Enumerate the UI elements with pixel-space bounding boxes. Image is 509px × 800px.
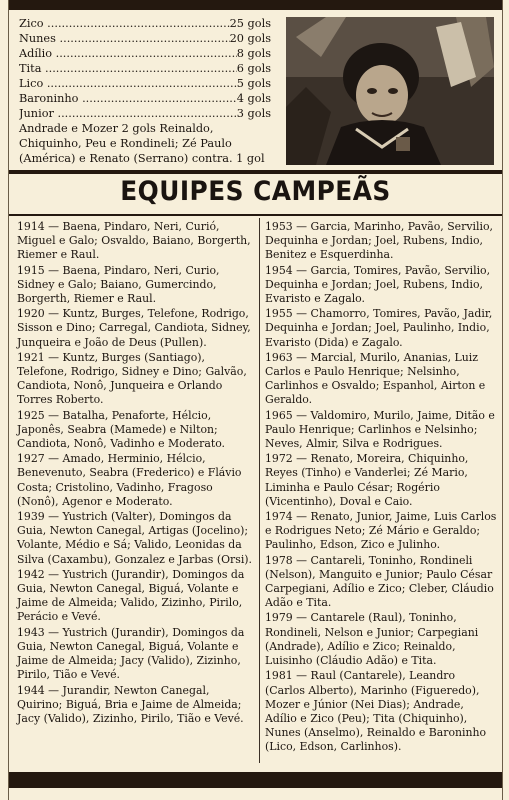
team-entry-1944: 1944 — Jurandir, Newton Canegal, Quirino; Biguá, Bria e Jaime de Almeida; Jacy (Valido), Zizinho, Pirilo, Tião e Vevé. bbox=[17, 683, 244, 725]
scorer-name: Lico ..... bbox=[19, 76, 237, 91]
scorer-goals: 5 gols bbox=[236, 77, 271, 90]
top-scorers-list bbox=[19, 16, 271, 166]
team-entry-1963: 1963 — Marcial, Murilo, Ananias, Luiz Carlos e Paulo Henrique; Nelsinho, Carlinhos e Osvaldo; Espanhol, Airton e Geraldo. bbox=[265, 350, 486, 407]
team-entry-1921: 1921 — Kuntz, Burges (Santiago), Telefone, Rodrigo, Sidney e Dino; Galvão, Candiota, Nonô, Junqueira e Orlando Torres Roberto. bbox=[17, 350, 247, 407]
scorer-name: Adílio ..... bbox=[19, 46, 237, 61]
team-entry-1953: 1953 — Garcia, Marinho, Pavão, Servilio, Dequinha e Jordan; Joel, Rubens, Indio, Benitez e Esquerdinha. bbox=[265, 220, 493, 262]
scorer-row bbox=[19, 76, 271, 91]
champion-teams-left-column bbox=[17, 220, 255, 727]
scorer-goals: 3 gols bbox=[236, 107, 271, 120]
team-entry-1925: 1925 — Batalha, Penaforte, Hélcio, Japonês, Seabra (Mamede) e Nilton; Candiota, Nonô, Vadinho e Moderato. bbox=[17, 408, 226, 451]
section-divider bbox=[9, 170, 502, 174]
team-entry-1972: 1972 — Renato, Moreira, Chiquinho, Reyes (Tinho) e Vanderlei; Zé Mario, Liminha e Paulo César; Rogério (Vicentinho), Doval e Caio. bbox=[265, 452, 469, 508]
team-entry-1954: 1954 — Garcia, Tomires, Pavão, Servilio, Dequinha e Jordan; Joel, Rubens, Indio, Evaristo e Zagalo. bbox=[265, 263, 491, 306]
scorer-goals: 4 gols bbox=[236, 92, 271, 105]
scorer-goals: 8 gols bbox=[236, 47, 271, 60]
scorer-row bbox=[19, 31, 271, 46]
team-entry-1914: 1914 — Baena, Pindaro, Neri, Curió, Miguel e Galo; Osvaldo, Baiano, Borgerth, Riemer e Raul. bbox=[17, 220, 251, 262]
scorer-row bbox=[19, 91, 271, 106]
newspaper-clipping bbox=[8, 0, 503, 800]
team-entry-1943: 1943 — Yustrich (Jurandir), Domingos da Guia, Newton Canegal, Biguá, Volante e Jaime de Almeida; Jacy (Valido), Zizinho, Pirilo, Tião e Vevé. bbox=[17, 625, 245, 682]
column-separator bbox=[259, 218, 260, 763]
team-entry-1942: 1942 — Yustrich (Jurandir), Domingos da Guia, Newton Canegal, Biguá, Volante e Jaime de Almeida; Valido, Zizinho, Pirilo, Perácio e Vevé. bbox=[17, 567, 245, 624]
scorers-note: Andrade e Mozer 2 gols Reinaldo, Chiquinho, Peu e Rondineli; Zé Paulo (América) e Renato (Serrano) contra. 1 gol bbox=[19, 122, 265, 165]
scorer-name: Junior ..... bbox=[19, 106, 237, 121]
scorer-row bbox=[19, 16, 271, 31]
scorer-name: Zico ..... bbox=[19, 16, 230, 31]
team-entry-1915: 1915 — Baena, Pindaro, Neri, Curio, Sidney e Galo; Baiano, Gumercindo, Borgerth, Riemer e Raul. bbox=[17, 263, 220, 306]
team-entry-1955: 1955 — Chamorro, Tomires, Pavão, Jadir, Dequinha e Jordan; Joel, Paulinho, Indio, Evaristo (Dida) e Zagalo. bbox=[265, 307, 493, 349]
heading-rule bbox=[9, 214, 502, 216]
scorer-row bbox=[19, 46, 271, 61]
scorer-goals: 20 gols bbox=[229, 32, 271, 45]
team-entry-1920: 1920 — Kuntz, Burges, Telefone, Rodrigo, Sisson e Dino; Carregal, Candiota, Sidney, Junqueira e João de Deus (Pullen). bbox=[17, 307, 251, 349]
section-heading: EQUIPES CAMPEÃS bbox=[120, 176, 391, 207]
scorer-row bbox=[19, 106, 271, 121]
top-rule bbox=[9, 0, 502, 10]
player-photo bbox=[286, 17, 494, 165]
team-entry-1939: 1939 — Yustrich (Valter), Domingos da Guia, Newton Canegal, Artigas (Jocelino); Volante, Médio e Sá; Valido, Leonidas da Silva (Caxambu), Gonzalez e Jarbas (Orsi). bbox=[17, 510, 253, 566]
team-entry-1978: 1978 — Cantareli, Toninho, Rondineli (Nelson), Manguito e Junior; Paulo César Carpegiani, Adílio e Zico; Cleber, Cláudio Adão e Tita. bbox=[265, 553, 494, 610]
team-entry-1927: 1927 — Amado, Herminio, Hélcio, Benevenuto, Seabra (Frederico) e Flávio Costa; Cristolino, Vadinho, Fragoso (Nonô), Agenor e Moderato. bbox=[17, 452, 242, 508]
scorer-name: Baroninho ..... bbox=[19, 91, 237, 106]
team-entry-1979: 1979 — Cantarele (Raul), Toninho, Rondineli, Nelson e Junior; Carpegiani (Andrade), Adílio e Zico; Reinaldo, Luisinho (Cláudio Adão) e Tita. bbox=[265, 611, 479, 668]
team-entry-1981: 1981 — Raul (Cantarele), Leandro (Carlos Alberto), Marinho (Figueredo), Mozer e Júnior (Nei Dias); Andrade, Adílio e Zico (Peu); Tita (Chiquinho), Nunes (Anselmo), Reinaldo e Baroninho (Lico, Edson, Carlinhos). bbox=[265, 669, 487, 754]
player-photo-graphic bbox=[286, 17, 494, 165]
champion-teams-right-column bbox=[265, 220, 497, 756]
bottom-rule bbox=[9, 772, 502, 788]
scorer-row bbox=[19, 61, 271, 76]
scorer-name: Tita ..... bbox=[19, 61, 237, 76]
scorer-name: Nunes ..... bbox=[19, 31, 230, 46]
team-entry-1965: 1965 — Valdomiro, Murilo, Jaime, Ditão e Paulo Henrique; Carlinhos e Nelsinho; Neves, Almir, Silva e Rodrigues. bbox=[265, 408, 495, 451]
team-entry-1974: 1974 — Renato, Junior, Jaime, Luis Carlos e Rodrigues Neto; Zé Mário e Geraldo; Paulinho, Edson, Zico e Julinho. bbox=[265, 510, 497, 552]
scorer-goals: 6 gols bbox=[236, 62, 271, 75]
scorer-goals: 25 gols bbox=[229, 17, 271, 30]
